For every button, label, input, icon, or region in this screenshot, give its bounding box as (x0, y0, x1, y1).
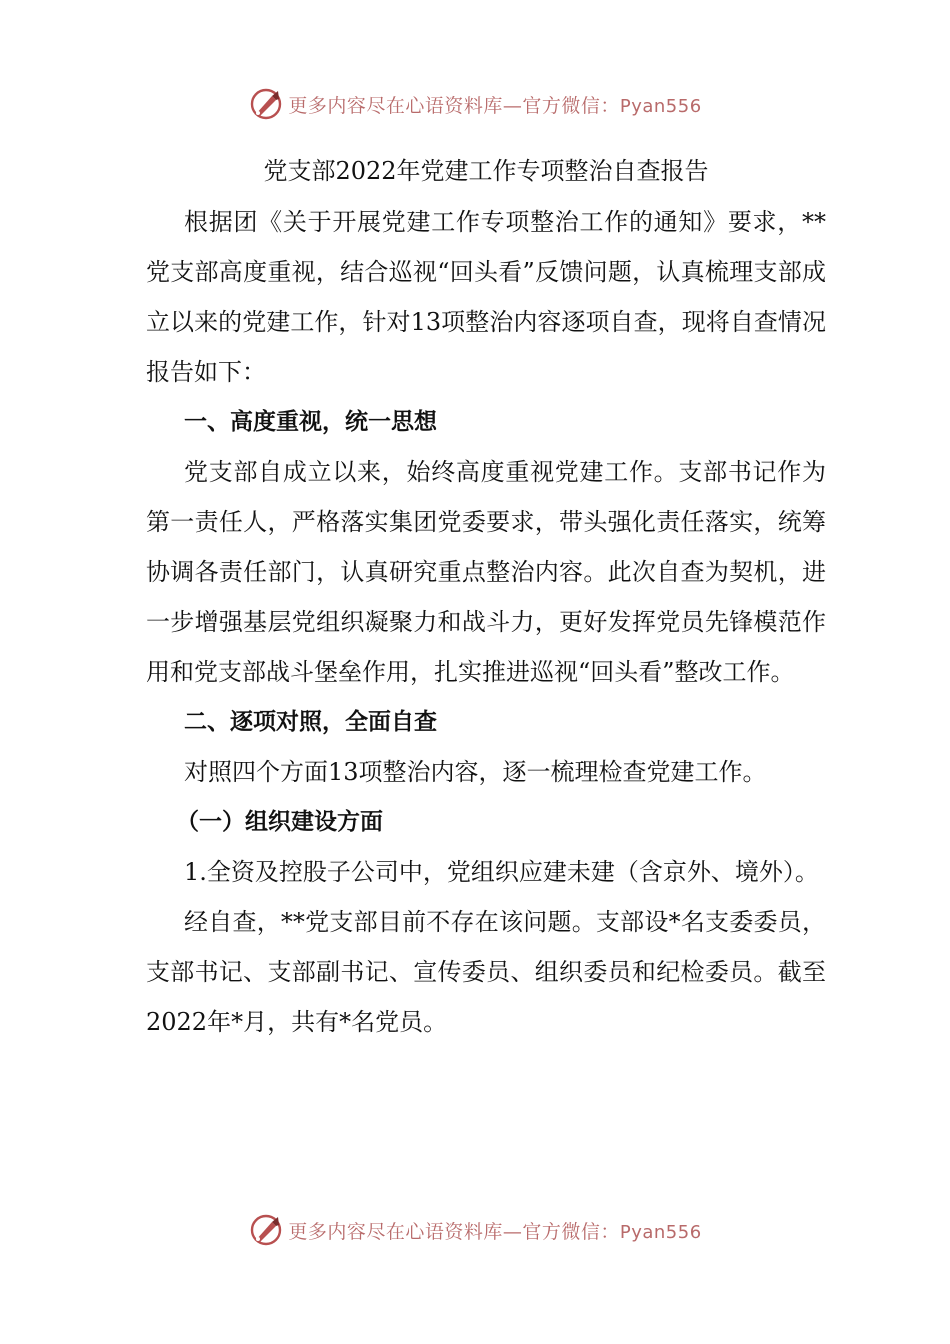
pen-nib-logo-icon (248, 86, 284, 122)
item-1-check-paragraph: 经自查，**党支部目前不存在该问题。支部设*名支委委员，支部书记、支部副书记、宣传委员、组织委员和纪检委员。截至2022年*月，共有*名党员。 (146, 908, 826, 1036)
document-body (146, 145, 826, 1047)
pen-nib-logo-icon (248, 1212, 284, 1248)
subsection-1-heading: （一）组织建设方面 (176, 809, 383, 835)
intro-paragraph: 根据团《关于开展党建工作专项整治工作的通知》要求，**党支部高度重视，结合巡视“回头看”反馈问题，认真梳理支部成立以来的党建工作，针对13项整治内容逐项自查，现将自查情况报告如下： (146, 208, 826, 386)
section-1-paragraph: 党支部自成立以来，始终高度重视党建工作。支部书记作为第一责任人，严格落实集团党委要求，带头强化责任落实，统筹协调各责任部门，认真研究重点整治内容。此次自查为契机，进一步增强基层党组织凝聚力和战斗力，更好发挥党员先锋模范作用和党支部战斗堡垒作用，扎实推进巡视“回头看”整改工作。 (146, 458, 826, 686)
section-1-heading: 一、高度重视，统一思想 (184, 409, 437, 435)
watermark-text: 更多内容尽在心语资料库—官方微信：Pyan556 (288, 94, 702, 117)
item-1-paragraph: 1.全资及控股子公司中，党组织应建未建（含京外、境外）。 (184, 858, 819, 886)
footer-watermark-banner (0, 1210, 950, 1250)
document-title: 党支部2022年党建工作专项整治自查报告 (263, 157, 709, 185)
section-2-paragraph: 对照四个方面13项整治内容，逐一梳理检查党建工作。 (184, 758, 767, 786)
header-watermark-banner (0, 84, 950, 124)
section-2-heading: 二、逐项对照，全面自查 (184, 709, 437, 735)
watermark-text: 更多内容尽在心语资料库—官方微信：Pyan556 (288, 1220, 702, 1243)
